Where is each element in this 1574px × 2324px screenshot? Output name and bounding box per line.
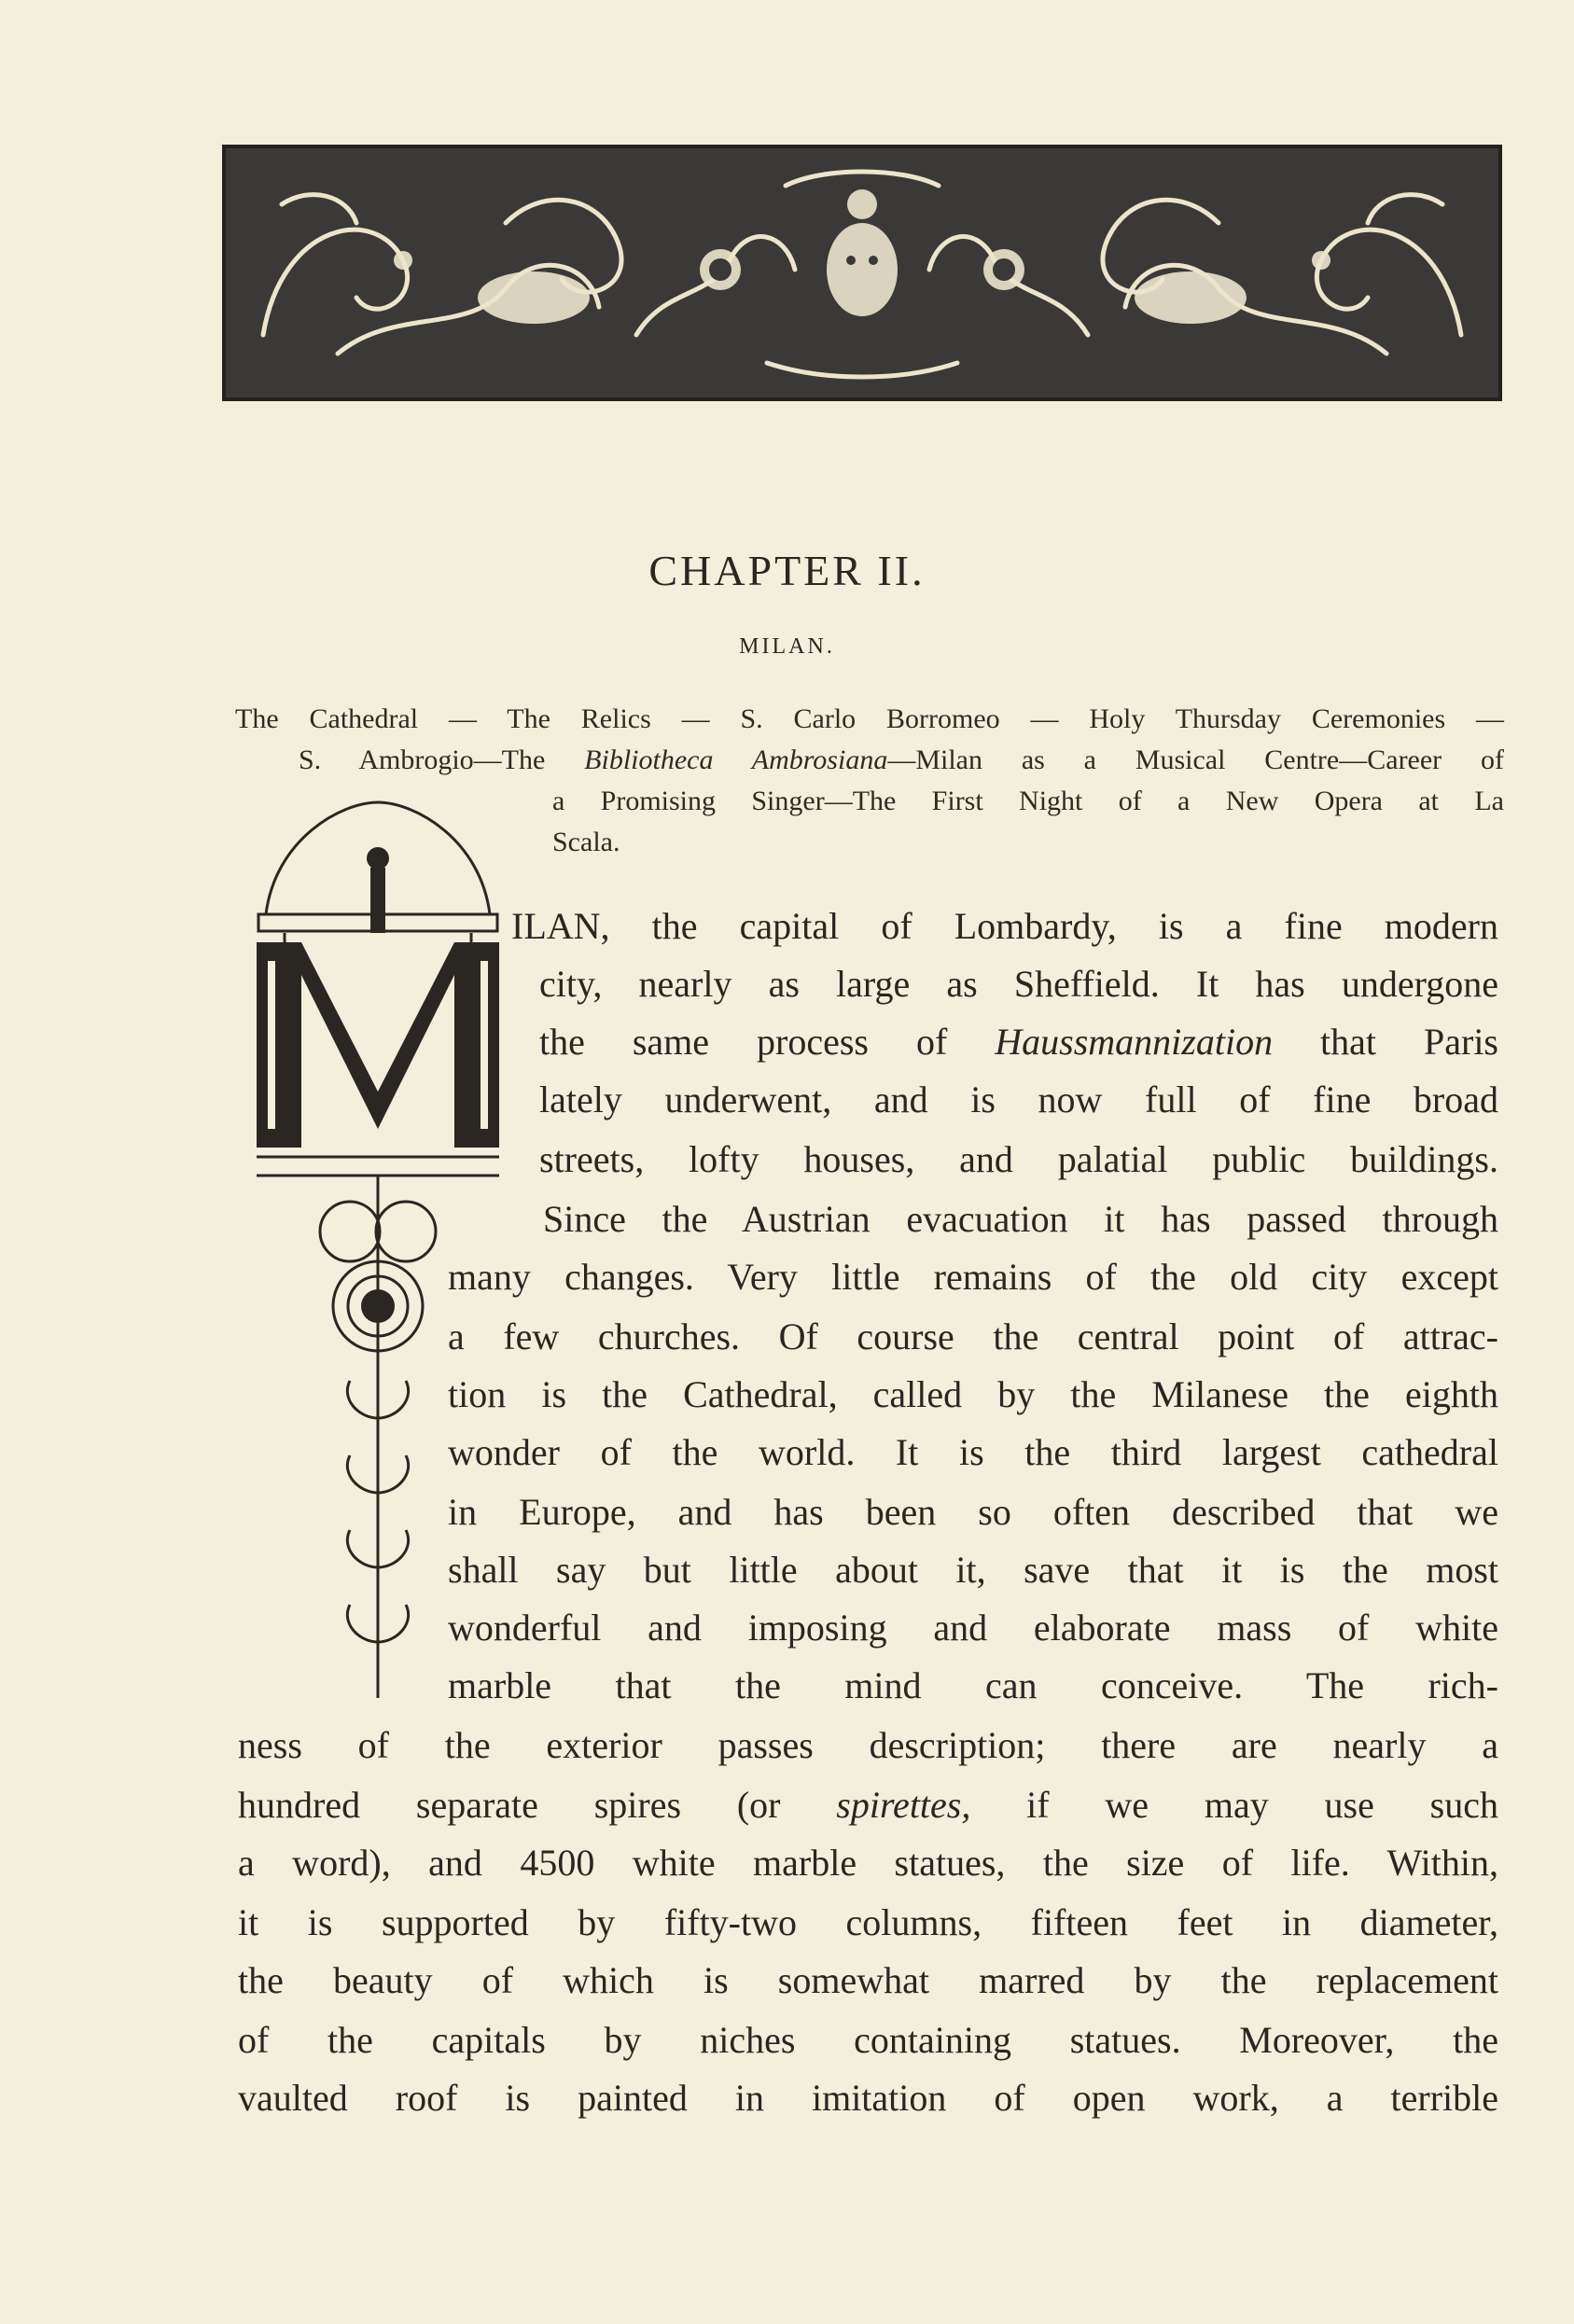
argument-italic-title: Bibliotheca Ambrosiana (584, 745, 888, 775)
argument-text: S. Ambrogio—The (299, 745, 585, 775)
ornament-scrollwork-icon (226, 148, 1498, 397)
body-text: the same process of (539, 1021, 996, 1063)
chapter-argument-line-3: a Promising Singer—The First Night of a New Opera at La (552, 786, 1504, 816)
body-line: in Europe, and has been so often described that we (448, 1491, 1498, 1533)
body-line: it is supported by fifty-two columns, fifteen feet in diameter, (238, 1901, 1498, 1943)
body-line: wonderful and imposing and elaborate mass of white (448, 1607, 1498, 1649)
body-line: Since the Austrian evacuation it has passed through (543, 1198, 1498, 1240)
body-line: vaulted roof is painted in imitation of open work, a terrible (238, 2077, 1498, 2119)
body-line: wonder of the world. It is the third largest cathedral (448, 1431, 1498, 1473)
body-italic-term: spirettes, (836, 1784, 971, 1826)
body-line: a few churches. Of course the central point of attrac- (448, 1315, 1498, 1357)
chapter-argument-line-2 (299, 739, 1504, 782)
body-line: of the capitals by niches containing statues. Moreover, the (238, 2019, 1498, 2061)
chapter-argument-line-1: The Cathedral — The Relics — S. Carlo Borromeo — Holy Thursday Ceremonies — (235, 703, 1504, 734)
body-line: ness of the exterior passes description; there are nearly a (238, 1724, 1498, 1766)
body-line: marble that the mind can conceive. The rich- (448, 1664, 1498, 1706)
body-line: tion is the Cathedral, called by the Milanese the eighth (448, 1373, 1498, 1415)
body-line: city, nearly as large as Sheffield. It has undergone (539, 963, 1498, 1005)
argument-text: —Milan as a Musical Centre—Career of (887, 745, 1504, 775)
body-italic-term: Haussmannization (995, 1021, 1274, 1063)
body-line (539, 1019, 1498, 1065)
body-line: shall say but little about it, save that it is the most (448, 1549, 1498, 1591)
chapter-subject: MILAN. (739, 634, 835, 659)
ornamental-header-band (222, 145, 1502, 401)
body-line: a word), and 4500 white marble statues, the size of life. Within, (238, 1842, 1498, 1884)
body-line: the beauty of which is somewhat marred by the replacement (238, 1959, 1498, 2001)
body-text: hundred separate spires (or (238, 1784, 837, 1826)
body-line: streets, lofty houses, and palatial public buildings. (539, 1138, 1498, 1180)
chapter-argument-line-4: Scala. (552, 827, 620, 857)
chapter-heading: CHAPTER II. (648, 547, 926, 594)
body-line: lately underwent, and is now full of fine broad (539, 1079, 1498, 1120)
body-line (238, 1782, 1498, 1829)
body-text: that Paris (1273, 1021, 1498, 1063)
body-text: if we may use such (970, 1784, 1498, 1826)
body-line: ILAN, the capital of Lombardy, is a fine modern (511, 905, 1498, 947)
body-line: many changes. Very little remains of the old city except (448, 1256, 1498, 1298)
